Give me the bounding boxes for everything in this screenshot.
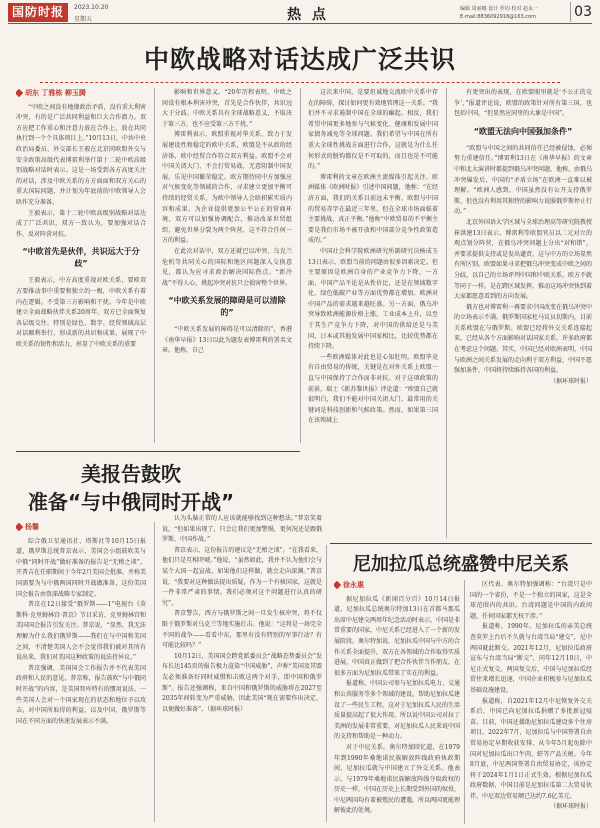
- paragraph: 俄方也对博雷利一再要求中国改变在俄乌冲突中的立场表示不满。俄罗斯国家杜马议员切斯内，目前关系欧盟在与俄罗斯、欧盟已经将外交关系连接起来，已经从各个方面影响对话国家关系，许多政府都在考虑这个问题。其实，中国已经对欧洲表明，中国与欧洲之间关系发展的走向利于双方利益，中国不愿强加条件，中国将持续维持各国的利益。: [454, 303, 592, 375]
- article1-column-2: [162, 88, 292, 448]
- paragraph: 博雷利的文章在欧洲主流媒体引起关注。欧洲媒体《欧洲时报》引述中国问题，他称：“在经济方面，我们的关系目前远未平衡，欧盟与中国的贸易赤字在最近三年里，但在全球市场面临着主要挑战，真正平衡。”他称“中欧贸易的不平衡主要是我们市场不被开放和中国部分竞争性政策造成的。”: [308, 173, 438, 245]
- article1-column-4: [454, 88, 592, 538]
- paragraph: 报道称，1990年，尼加拉瓜的亲美总统查莫罗上台后不久就与台湾当局“建交”，尼中两国就此断交。2021年12月，尼加拉瓜政府宣布与台湾当局“断交”，同年12月10日，中尼正式复交。两国复交后，中国与尼加拉瓜经贸往来增长迅速，中国企业积极参与尼加拉瓜基础设施建设。: [470, 623, 592, 694]
- subheading: “中欧首先是伙伴，共识远大于分歧”: [22, 247, 140, 269]
- paragraph: 10月12日，美国国会跨党派委员会“战略态势委员会”发布长达145页的报告极力渲染“中国威胁”，声称“美国及其盟友必须准备好同时威慑和击败这两个对手，即中国和俄罗斯”。报告还强调称，来自中国和俄罗斯的威胁将在2027至2035年间转变为严重威胁，因此美国“现在需要作出决定，以便做好准备”。（据环球时报）: [162, 652, 322, 713]
- paragraph: 区代表、奥尔特加强调称：“台湾只是中国的一个省份，不是一个独立的国家，这是全球范围内的共识。台湾问题是中国的内政问题，任何国家都无权干涉。”: [470, 581, 592, 620]
- article2-headline: [16, 460, 246, 516]
- article2-byline: [16, 522, 146, 533]
- paragraph: “中欧之间没有地缘政治矛盾，没有重大利害冲突，有的是广泛共同利益和巨大合作潜力。双方应把工作重心和注意力放在合作上，放在共同执行到一个个具体项目上。”10月13日，中共中央政治局委员、外交部长王毅在北京同欧盟外交与安全政策高级代表博雷利举行第十二轮中欧高级别战略对话时表示。这是一场受到各方高度关注的对话，涉及中欧关系的方方面面和双方关心的重大国际问题，并计划为年底前的中欧领导人会晤作充分准备。: [16, 103, 146, 206]
- byline-text: 杨馨: [25, 523, 39, 531]
- issue-date: 2023.10.20: [74, 4, 109, 11]
- paragraph: “中欧关系发展的障碍是可以清除的”，香港《南华早报》13日以此为题发表博雷利的署名文章。他称，自己: [162, 326, 292, 355]
- column-divider: [446, 88, 447, 538]
- issue-weekday: 星期五: [74, 16, 93, 23]
- column-divider: [154, 88, 155, 443]
- paragraph: 报道称，中国公司参与尼加拉瓜电力、交通和公共服务等多个领域的建设，帮助尼加拉瓜建设了一些民生工程，这对于尼加拉瓜人民的生活质量提高起了很大作用，所以说中国公司对拉丁美洲的发展非常重要，对尼加拉瓜人民来说中国的支持和帮助是一种动力。: [334, 680, 460, 741]
- headline-rule: [40, 82, 560, 83]
- section-divider: [16, 451, 300, 452]
- paragraph: “欧盟与中国之间的共同信任已经被侵蚀，必须努力重建信任。”博雷利13日在《南华早报》的文章中和北大演讲时都提到俄乌冲突问题，他称，由俄乌冲突爆发后，中国的“矛盾立场”在欧洲一直难以被理解。“欧洲人感到，中国虽然没有公开支持俄罗斯，但也没有利用其独特的影响力说服俄罗斯停止行动。”: [454, 144, 592, 216]
- paragraph: 在此次对话中，双方还就巴以冲突、乌克兰危机等共同关心的国际和地区问题深入交换意见，都认为应寻求政治解决国际热点。“新冷战”不得人心，挑起冲突对抗只会损害整个世界。: [162, 247, 292, 287]
- paragraph: 博雷利表示，欧盟重视对华关系，致力于发展建设性和稳定的欧中关系，欧盟是不从政的经济体，欧中经贸合作符合双方利益。欧盟不会对中国关闭大门，不会打贸易战，无意阻制中国发展。乐见中国繁荣稳定。欧方期待同中方加强应对气候变化等领域的合作，寻求建立更加平衡可持续的经贸关系，为欧中领导人会晤积累实质内容和成果。为企业提供更加公平公正的营商环境，双方可以加强协调配合，推动改革世贸组织，避免世界分裂为两个阵营，这不符合任何一方的利益。: [162, 131, 292, 245]
- diamond-icon: [16, 523, 23, 531]
- paragraph: 报道称，自2021年12月中尼恢复外交关系后，中国已向尼加拉瓜捐赠了多批新冠疫苗。目前，中国还援助尼加拉瓜建设多个住房项目。2022年7月，尼加拉瓜与中国签署自由贸易协定早期收获安排，从今年5月起免除中国对尼加拉瓜出口牛肉、虾等产品关税。今年8月底，中尼两国签署自由贸易协定，该协定将于2024年1月1日正式生效。根据尼加拉瓜政府数据，中国目前是尼加拉瓜第二大贸易伙伴，中尼双边贸易额已达约7.6亿美元。: [470, 697, 592, 800]
- paragraph: 对于中尼关系，奥尔特加回忆道，在1979年到1990年桑地诺民族解放阵线政府执政期间，尼加拉瓜就与中国建立了外交关系。他表示，与1979年桑地诺民族解放阵线夺取政权的历史一样，中国在历史上长期受到外国的奴役，中尼两国均有着被殖民的遭遇，所以两国更能理解彼此的处境。: [334, 743, 460, 815]
- diamond-icon: [334, 581, 341, 589]
- diamond-icon: [16, 89, 23, 97]
- paragraph: 普京警告，西方与俄罗斯之间一旦发生核冲突，将不仅限于俄罗斯对乌克兰等地实施打击。他说：“这将是一场完全不同的战争——看看中东，那里有没有特别的军事行动？有可能比较吗？”: [162, 610, 322, 650]
- byline-text: 徐永惠: [343, 581, 364, 589]
- paragraph: 综合俄卫星通讯社、塔斯社等10月15日报道，俄罗斯总统普京表示，美国会小组鼓吹美与中俄“同时开战”做好准备的报告是“无稽之谈”。开普吉在任职期间于今年2月美国会批准，并称美国需要为与中俄两国同时开战做准备，这份美国国会报告由资深战略专家制定。: [16, 537, 146, 598]
- article1-source-credit: （据环球时报）: [549, 377, 592, 385]
- paragraph: 北京外国语大学区域与全球治理高等研究院教授崔洪建13日表示，博雷利等欧盟官员以二元对立的观点划分阵营，在俄乌冲突问题上分出“对和错”，并要求提供支持或是发出谴责。这与中方的立场显然有所区别。欧盟如果寻求把俄乌冲突变成中欧之间的分歧，以自己的立场评判中国和中欧关系，欧方不就等同于一样，是在跨区域发挥，推动这场冲突快到着大家都愿意看到的方向发展。: [454, 218, 592, 301]
- article1-byline: [16, 88, 146, 99]
- article3-column-2: [470, 580, 592, 824]
- contact-email: E-mail:8836092918@163.com: [460, 14, 536, 20]
- byline-text: 胡东 丁雅栋 柳玉腾: [25, 89, 86, 97]
- paragraph: 认为头脑正常的人应该就能够找到这种想法。”普京笑着说，“但如果出现了，只会让我们更加警惕，更何况还是跟俄罗斯、中国作战。”: [162, 515, 322, 544]
- article2-column-2: [162, 514, 322, 822]
- paragraph: 据尼加拉瓜《新闻百分百》10月14日报道，尼加拉瓜总统奥尔特加13日在首都马那瓜出席中尼建交两周年纪念活动时表示，中国是非常重要的国家，中尼关系已经进入了一个新的发展阶段。奥尔特加说，尼加拉瓜中国与中方的合作关系全面提升，双方在各领域的合作取得实质进展，中国真正做到了把合作伙伴当作朋友，在很多方面为尼加拉瓜带来了实在的利益。: [334, 595, 460, 677]
- masthead: [8, 2, 592, 24]
- subheading: “欧盟无法向中国强加条件”: [473, 126, 573, 136]
- paragraph: 这次来中国，是要坦诚地交流欧中关系中存在的障碍，探讨如何更有效地管理这一关系。“我们并不寻求遏制中国在全球的崛起。相反，我们希望中国更多地参与气候变化、健康和发展中国家债务减免等全球问题。我们希望与中国在所有重大全球性挑战方面进行合作，这就是为什么任何形式的脱钩都仅是不可取的，而且也是不可能的。”: [308, 89, 438, 171]
- article2-headline-line1: 美报告鼓吹: [81, 462, 181, 486]
- paragraph: 普京表示，这份报告的建议是“无稽之谈”。“在我看来，他们只是互相吓唬。”他说，“虽然如此，我并不认为他们会与某个大国一起宣战，如果他们这样做，就会走向深渊。”普京说，“我要对这种做法提出质疑，作为一个有核国家，这就是一件非常严肃的事情。我们必须对这个问题进行认真的研究”。: [162, 546, 322, 607]
- article1-column-1: [16, 88, 146, 448]
- column-divider: [326, 545, 327, 822]
- paragraph: 普京在12日接受“俄罗斯——1”电视台《莫斯科·克里姆林宫·普京》节目采访，克里姆林宫和美国国会报告引发关注。普京说，“显然，我无法理解为什么我们俄罗斯——我们在与中国和美国之间，不清楚美国人会不会觉得我们被对其所有说出来。我们对美国这种政策的说法持异议。”: [16, 601, 146, 662]
- paragraph: 普京强调，美国国会工作报告并不代表美国政府和人民的意见。普京称，报告鼓吹“与中俄同时开战”的内容，是美国智库特有的惯用说法。一些美国人会对一个国家现在的状态和地位予以攻击，对中国所取得的利益，以及中国、俄罗斯等国在不同方面的快速发展表示不满。: [16, 664, 146, 725]
- paragraph: 王毅表示，中方高度重视对欧关系，要欧双方要推动事中重要和独立的一极，中欧关系有着内在逻辑。不受第三方影响和干扰。今年是中欧建立全面战略伙伴关系20周年，双方已全面恢复各层级交往，特别是绿色、数字、经贸领域高层对话顺利举行，形成新的共识和成果，展现了中欧关系的韧性和活力，彰显了中欧关系的重要: [16, 277, 146, 348]
- article1-column-3: [308, 88, 438, 538]
- article3-byline: [334, 580, 460, 591]
- column-divider: [300, 88, 301, 443]
- column-divider: [154, 522, 155, 822]
- article2-headline-line2: 准备“与中俄同时开战”: [27, 490, 235, 514]
- paragraph: 有更突出的表现，在欧盟眼里就是‘不公正的竞争’，”报道评论说，欧盟的政策针对所有第三国，也包括中国，“但显然应同里的大象是中国”。: [454, 89, 592, 118]
- article3-source-credit: （据环球时报）: [549, 803, 592, 811]
- section-divider: [330, 543, 592, 544]
- column-divider: [464, 580, 465, 824]
- article2-column-1: [16, 522, 146, 822]
- section-title: 热 点: [287, 7, 329, 23]
- newspaper-logo: 国防时报: [8, 3, 68, 22]
- paragraph: 影响和世界意义。“20年历程表明，中欧之间没有根本利害冲突，首先是合作伙伴，共识远大于分歧。中欧关系具有全球战略意义，不取决于第三方，也不应受第三方干扰。”: [162, 89, 292, 128]
- paragraph: 中国社会科学院欧洲研究所副研究员杨成玉13日表示，欧盟当前的问题由很多因素决定。但主要原因是欧洲自身的产业竞争力下降，一方面，中国产品不论是从性价比，还是在领域数字化、绿色低碳产业等方面优势都在增加。欧洲对中国产品的需求越来越旺盛。另一方面，俄乌冲突导致欧洲能源价格上涨，工业成本上升，以至于其生产竞争力下降，对中国的供给还是与美国、日本或其他发展中国家相比，比较优势都在持续下降。: [308, 247, 438, 351]
- paragraph: 王毅表示，第十二轮中欧高级别战略对话达成了广泛共识，双方一致认为，要加强对话合作，反对阵营对抗。: [16, 209, 146, 238]
- page-number: 03: [570, 2, 592, 22]
- article3-headline: 尼加拉瓜总统盛赞中尼关系: [353, 554, 569, 575]
- editor-credits: 编辑 周丽娜 设计 罗钧 校对 赵永一: [460, 6, 538, 12]
- article3-column-1: [334, 580, 460, 824]
- paragraph: 一些欧洲媒体对此也是心知肚明。欧盟毕竟有自由贸易的传统，关键是在对外关系上欧盟一直与中国保持了合作而非对抗。对于这项政策的前景，瑞士《新苏黎世报》评论道：“欧盟自己就很明白，我们不能对中国关闭大门，最常用的关键词是科技创新和气候政策。然而，如果第三国在该领域上: [308, 353, 438, 425]
- article1-headline: 中欧战略对话达成广泛共识: [143, 45, 456, 74]
- subheading: “中欧关系发展的障碍是可以清除的”: [168, 296, 286, 318]
